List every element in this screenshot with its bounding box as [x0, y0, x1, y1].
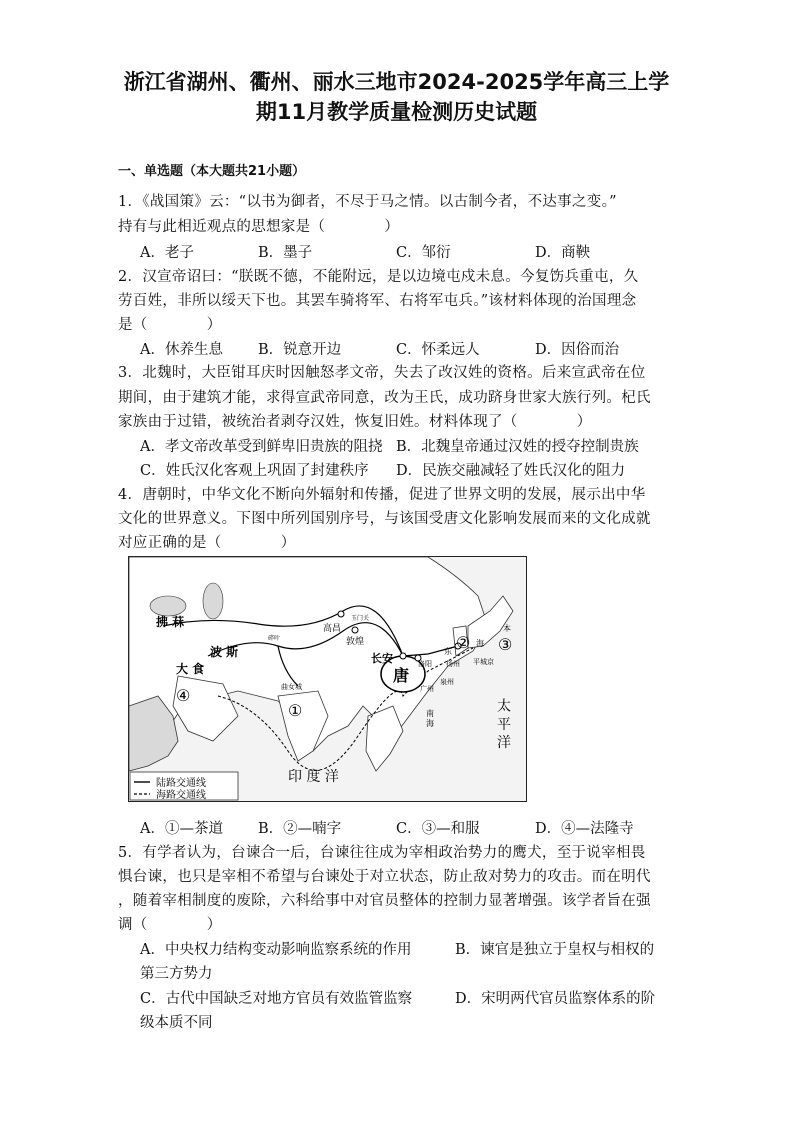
q1-option-c: C．邹衍: [396, 245, 451, 261]
map-label-pingcheng: 平城京: [473, 658, 494, 666]
map-label-yangzhou: 扬州: [446, 660, 460, 668]
map-city-dot-changan: [400, 653, 406, 659]
map-label-gaochang: 高昌: [323, 624, 342, 634]
q5-option-d: D．宋明两代官员监察体系的阶: [455, 991, 656, 1007]
q1-option-d: D．商鞅: [535, 245, 591, 261]
map-city-dot-dunhuang: [352, 627, 358, 633]
map-label-hai2: 海: [426, 719, 434, 728]
map-label-tang: 唐: [393, 666, 410, 685]
map-black-sea: [150, 596, 186, 616]
question-1-line-1: 1．《战国策》云：“以书为御者，不尽于马之情。以古制今者，不达事之变。”: [118, 194, 617, 210]
map-label-bosi: 波 斯: [210, 645, 239, 659]
q5-option-b: B．谏官是独立于皇权与相权的: [455, 942, 655, 958]
map-label-yindu: 印 度 洋: [288, 769, 339, 785]
q1-option-b: B．墨子: [258, 245, 313, 261]
question-5-line-2: 惧台谏，也只是宰相不希望与台谏处于对立状态，防止敌对势力的攻击。而在明代: [118, 869, 651, 885]
q3-option-c: C．姓氏汉化客观上巩固了封建秩序: [140, 463, 369, 479]
question-2-line-1: 2．汉宣帝诏曰：“朕既不德，不能附远，是以边境屯戍未息。今复饬兵重屯，久: [118, 269, 639, 285]
map-label-dashi: 大 食: [176, 662, 205, 676]
map-label-fulin: 拂 菻: [156, 615, 185, 629]
map-label-hai: 海: [476, 639, 484, 648]
q2-option-b: B．锐意开边: [258, 342, 342, 358]
map-label-ben: 本: [503, 624, 511, 633]
q2-option-d: D．因俗而治: [535, 342, 620, 358]
question-5-line-4: 调（ ）: [118, 917, 222, 933]
map-label-nan: 南: [426, 709, 434, 718]
question-4-line-2: 文化的世界意义。下图中所列国别序号，与该国受唐文化影响发展而来的文化成就: [118, 511, 651, 527]
q5-option-b-cont: 第三方势力: [140, 966, 213, 982]
question-2-line-3: 是（ ）: [118, 317, 222, 333]
map-label-luoyang: 洛阳: [418, 660, 432, 668]
exam-title-line-1: 浙江省湖州、衢州、丽水三地市2024-2025学年高三上学: [123, 70, 670, 94]
q5-option-d-cont: 级本质不同: [140, 1015, 213, 1031]
map-label-yumen: 玉门关: [351, 615, 370, 622]
q4-option-a: A．①—茶道: [140, 821, 223, 837]
section-heading: 一、单选题（本大题共21小题）: [118, 164, 306, 179]
tang-culture-map: [128, 556, 527, 802]
map-label-dong: 东: [444, 647, 452, 656]
q3-option-a: A．孝文帝改革受到鲜卑旧贵族的阻挠: [140, 439, 383, 455]
question-2-line-2: 劳百姓，非所以绥天下也。其罢车骑将军、右将军屯兵。”该材料体现的治国理念: [118, 293, 637, 309]
map-caspian-sea: [203, 583, 223, 619]
question-3-line-3: 家族由于过错，被统治者剥夺汉姓，恢复旧姓。材料体现了（ ）: [118, 414, 592, 430]
map-marker-3: ③: [498, 635, 513, 654]
q5-option-c: C．古代中国缺乏对地方官员有效监管监察: [140, 991, 413, 1007]
q4-option-d: D．④—法隆寺: [535, 821, 634, 837]
map-label-guangzhou: 广州: [420, 685, 434, 693]
map-legend-sea-label: 海路交通线: [156, 790, 206, 801]
map-city-dot-gaochang: [338, 611, 344, 617]
map-label-taiping: 太 平 洋: [495, 698, 511, 749]
q2-option-a: A．休养生息: [140, 342, 223, 358]
map-label-quanzhou: 泉州: [440, 678, 454, 686]
q1-option-a: A．老子: [140, 245, 194, 261]
q2-option-c: C．怀柔远人: [396, 342, 480, 358]
map-marker-1: ①: [288, 701, 303, 720]
question-4-line-1: 4．唐朝时，中华文化不断向外辐射和传播，促进了世界文明的发展，展示出中华: [118, 487, 646, 503]
map-marker-2: ②: [456, 633, 471, 652]
question-1-line-2: 持有与此相近观点的思想家是（ ）: [118, 219, 400, 235]
q5-option-a: A．中央权力结构变动影响监察系统的作用: [140, 942, 412, 958]
map-marker-4: ④: [176, 686, 191, 705]
map-label-qunvcheng: 曲女城: [281, 683, 302, 691]
q4-option-c: C．③—和服: [396, 821, 480, 837]
question-5-line-1: 5．有学者认为，台谏合一后，台谏往往成为宰相政治势力的鹰犬，至于说宰相畏: [118, 845, 646, 861]
question-4-line-3: 对应正确的是（ ）: [118, 535, 296, 551]
map-legend-land-label: 陆路交通线: [156, 778, 206, 789]
q4-option-b: B．②—喃字: [258, 821, 342, 837]
map-label-changan: 长安: [371, 652, 393, 665]
question-5-line-3: ，随着宰相制度的废除，六科给事中对官员整体的控制力显著增强。该学者旨在强: [118, 893, 651, 909]
map-label-suiye: 碎叶: [268, 635, 281, 642]
question-3-line-1: 3．北魏时，大臣钳耳庆时因触怒孝文帝，失去了改汉姓的资格。后来宣武帝在位: [118, 365, 646, 381]
question-3-line-2: 期间，由于建筑才能，求得宣武帝同意，改为王氏，成功跻身世家大族行列。杞氏: [118, 390, 651, 406]
q3-option-d: D．民族交融减轻了姓氏汉化的阻力: [396, 463, 626, 479]
q3-option-b: B．北魏皇帝通过汉姓的授夺控制贵族: [396, 439, 639, 455]
map-label-dunhuang: 敦煌: [346, 637, 365, 647]
exam-title-line-2: 期11月教学质量检测历史试题: [255, 100, 538, 124]
